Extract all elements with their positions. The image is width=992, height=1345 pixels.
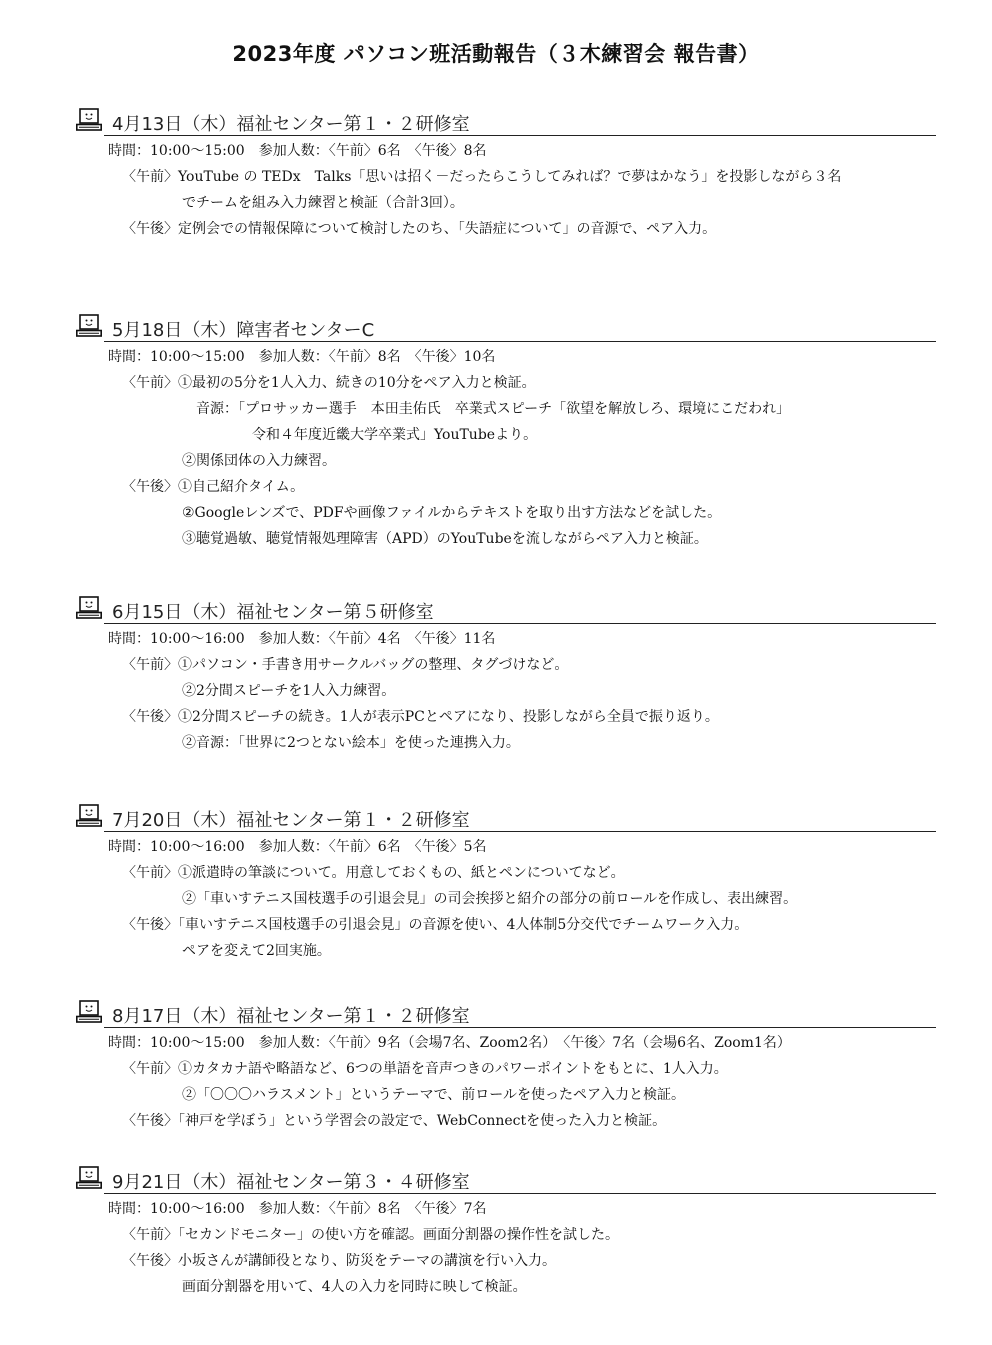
computer-icon <box>76 596 102 620</box>
page-title: 2023年度 パソコン班活動報告（３木練習会 報告書） <box>232 42 760 66</box>
heading-underline <box>104 1027 936 1028</box>
section-heading: 6月15日（木）福祉センター第５研修室 <box>112 602 434 623</box>
activity-line: 〈午前〉①最初の5分を1人入力、続きの10分をペア入力と検証。 <box>122 375 536 391</box>
activity-line: 画面分割器を用いて、4人の入力を同時に映して検証。 <box>182 1279 527 1295</box>
time-attendance-line: 時間：10:00～15:00 参加人数：〈午前〉6名 〈午後〉8名 <box>108 143 487 159</box>
report-section-april <box>76 108 936 242</box>
activity-line: 〈午前〉YouTube の TEDx Talks「思いは招く－だったらこうしてみれば？で夢はかなう」を投影しながら３名 <box>122 169 842 185</box>
report-section-may <box>76 314 936 552</box>
activity-line: ②「車いすテニス国枝選手の引退会見」の司会挨拶と紹介の部分の前ロールを作成し、表出練習。 <box>182 891 798 907</box>
activity-line: ②2分間スピーチを1人入力練習。 <box>182 683 396 699</box>
section-heading: 8月17日（木）福祉センター第１・２研修室 <box>112 1006 470 1027</box>
activity-line: でチームを組み入力練習と検証（合計3回）。 <box>182 195 464 211</box>
section-heading: 4月13日（木）福祉センター第１・２研修室 <box>112 114 470 135</box>
heading-underline <box>104 623 936 624</box>
activity-line: 〈午後〉小坂さんが講師役となり、防災をテーマの講演を行い入力。 <box>122 1253 556 1269</box>
activity-line: 〈午後〉①2分間スピーチの続き。1人が表示PCとペアになり、投影しながら全員で振り返り。 <box>122 709 719 725</box>
activity-line: 〈午後〉定例会での情報保障について検討したのち、「失語症について」の音源で、ペア入力。 <box>122 221 717 237</box>
activity-line: 音源：「プロサッカー選手 本田圭佑氏 卒業式スピーチ「欲望を解放しろ、環境にこだわれ」 <box>196 401 791 417</box>
activity-line: 〈午後〉①自己紹介タイム。 <box>122 479 305 495</box>
computer-icon <box>76 1166 102 1190</box>
report-section-september <box>76 1166 936 1300</box>
activity-line: 〈午前〉「セカンドモニター」の使い方を確認。画面分割器の操作性を試した。 <box>122 1227 619 1243</box>
computer-icon <box>76 314 102 338</box>
time-attendance-line: 時間：10:00～16:00 参加人数：〈午前〉6名 〈午後〉5名 <box>108 839 487 855</box>
report-section-june <box>76 596 936 756</box>
time-attendance-line: 時間：10:00～15:00 参加人数：〈午前〉9名（会場7名、Zoom2名） 〈午後〉7名（会場6名、Zoom1名） <box>108 1035 791 1051</box>
computer-icon <box>76 1000 102 1024</box>
section-heading: 9月21日（木）福祉センター第３・４研修室 <box>112 1172 470 1193</box>
report-section-july <box>76 804 936 964</box>
activity-line: 〈午後〉「車いすテニス国枝選手の引退会見」の音源を使い、4人体制5分交代でチームワーク入力。 <box>122 917 749 933</box>
time-attendance-line: 時間：10:00～16:00 参加人数：〈午前〉8名 〈午後〉7名 <box>108 1201 487 1217</box>
time-attendance-line: 時間：10:00～15:00 参加人数：〈午前〉8名 〈午後〉10名 <box>108 349 496 365</box>
activity-line: 〈午前〉①パソコン・手書き用サークルバッグの整理、タグづけなど。 <box>122 657 569 673</box>
section-heading: 5月18日（木）障害者センターC <box>112 320 375 341</box>
heading-underline <box>104 341 936 342</box>
activity-line: 〈午後〉「神戸を学ぼう」という学習会の設定で、WebConnectを使った入力と検証。 <box>122 1113 667 1129</box>
computer-icon <box>76 108 102 132</box>
activity-line: ②「〇〇〇ハラスメント」というテーマで、前ロールを使ったペア入力と検証。 <box>182 1087 686 1103</box>
activity-line: ③聴覚過敏、聴覚情報処理障害（APD）のYouTubeを流しながらペア入力と検証。 <box>182 531 708 547</box>
computer-icon <box>76 804 102 828</box>
heading-underline <box>104 135 936 136</box>
heading-underline <box>104 831 936 832</box>
time-attendance-line: 時間：10:00～16:00 参加人数：〈午前〉4名 〈午後〉11名 <box>108 631 496 647</box>
activity-line: ②関係団体の入力練習。 <box>182 453 336 469</box>
activity-line: 〈午前〉①派遣時の筆談について。用意しておくもの、紙とペンについてなど。 <box>122 865 625 881</box>
activity-line: ペアを変えて2回実施。 <box>182 943 331 959</box>
activity-line: 〈午前〉①カタカナ語や略語など、6つの単語を音声つきのパワーポイントをもとに、1人入力。 <box>122 1061 728 1077</box>
report-section-august <box>76 1000 936 1134</box>
activity-line: ②Googleレンズで、PDFや画像ファイルからテキストを取り出す方法などを試した。 <box>182 505 722 521</box>
section-heading: 7月20日（木）福祉センター第１・２研修室 <box>112 810 470 831</box>
heading-underline <box>104 1193 936 1194</box>
activity-line: 令和４年度近畿大学卒業式」YouTubeより。 <box>252 427 538 443</box>
activity-line: ②音源：「世界に2つとない絵本」を使った連携入力。 <box>182 735 520 751</box>
